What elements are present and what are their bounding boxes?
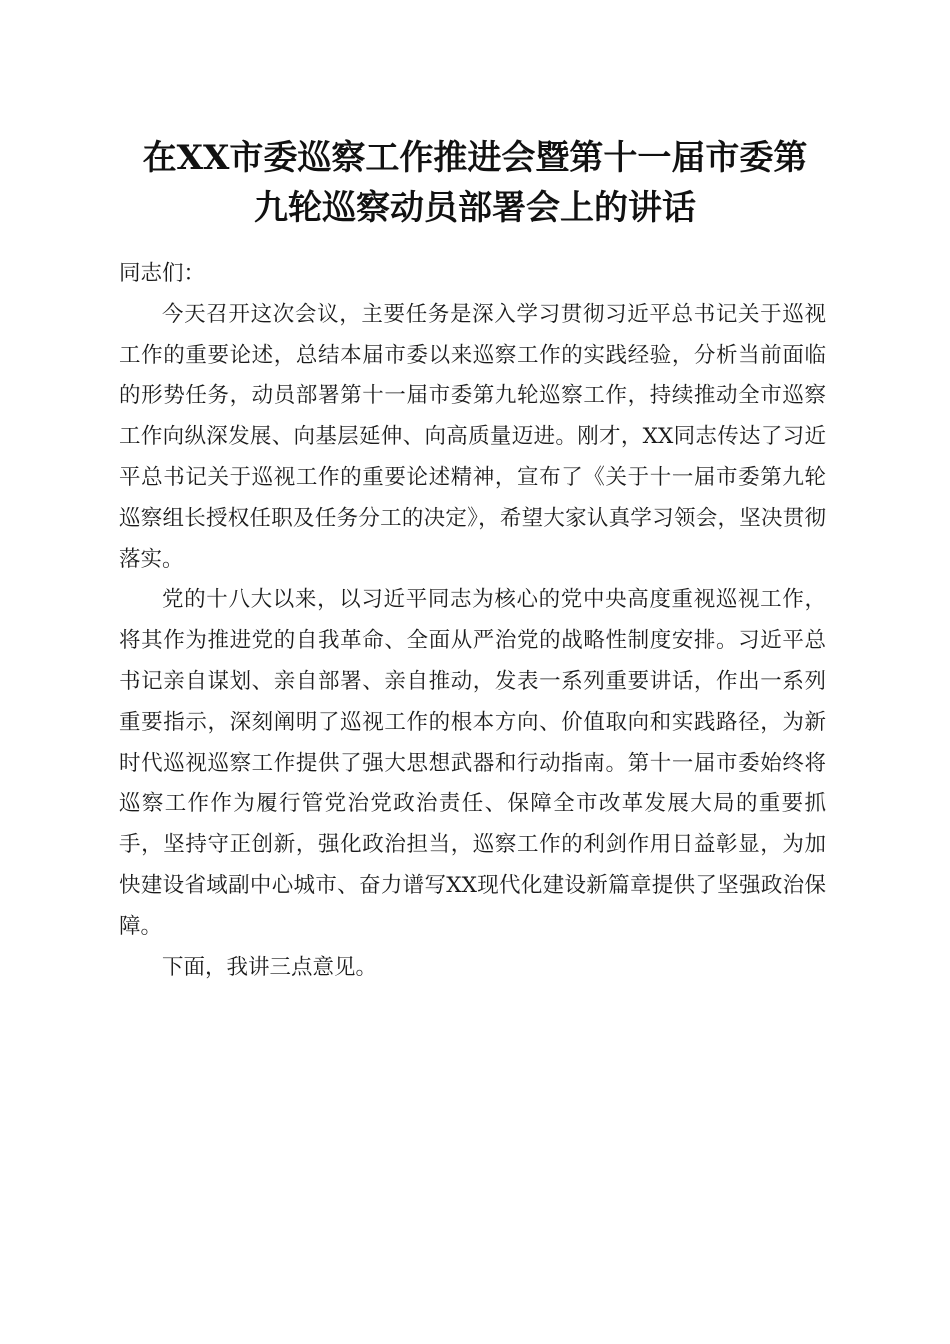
salutation: 同志们： [119, 261, 206, 286]
paragraph-background: 党的十八大以来，以习近平同志为核心的党中央高度重视巡视工作，将其作为推进党的自我革命、全面从严治党的战略性制度安排。习近平总书记亲自谋划、亲自部署、亲自推动，发表一系列重要讲话，作出一系列重要指示，深刻阐明了巡视工作的根本方向、价值取向和实践路径，为新时代巡视巡察工作提供了强大思想武器和行动指南。第十一届市委始终将巡察工作作为履行管党治党政治责任、保障全市改革发展大局的重要抓手，坚持守正创新，强化政治担当，巡察工作的利剑作用日益彰显，为加快建设省域副中心城市、奋力谱写XX现代化建设新篇章提供了坚强政治保障。 [119, 587, 826, 939]
paragraph-opening: 今天召开这次会议，主要任务是深入学习贯彻习近平总书记关于巡视工作的重要论述，总结本届市委以来巡察工作的实践经验，分析当前面临的形势任务，动员部署第十一届市委第九轮巡察工作，持续推动全市巡察工作向纵深发展、向基层延伸、向高质量迈进。刚才，XX同志传达了习近平总书记关于巡视工作的重要论述精神，宣布了《关于十一届市委第九轮巡察组长授权任职及任务分工的决定》，希望大家认真学习领会，坚决贯彻落实。 [119, 301, 826, 572]
title-line-2: 九轮巡察动员部署会上的讲话 [254, 188, 696, 228]
document-title [100, 133, 850, 233]
paragraph-transition: 下面，我讲三点意见。 [162, 954, 378, 980]
title-line-1: 在XX市委巡察工作推进会暨第十一届市委第 [142, 138, 808, 178]
document-body [119, 254, 826, 988]
